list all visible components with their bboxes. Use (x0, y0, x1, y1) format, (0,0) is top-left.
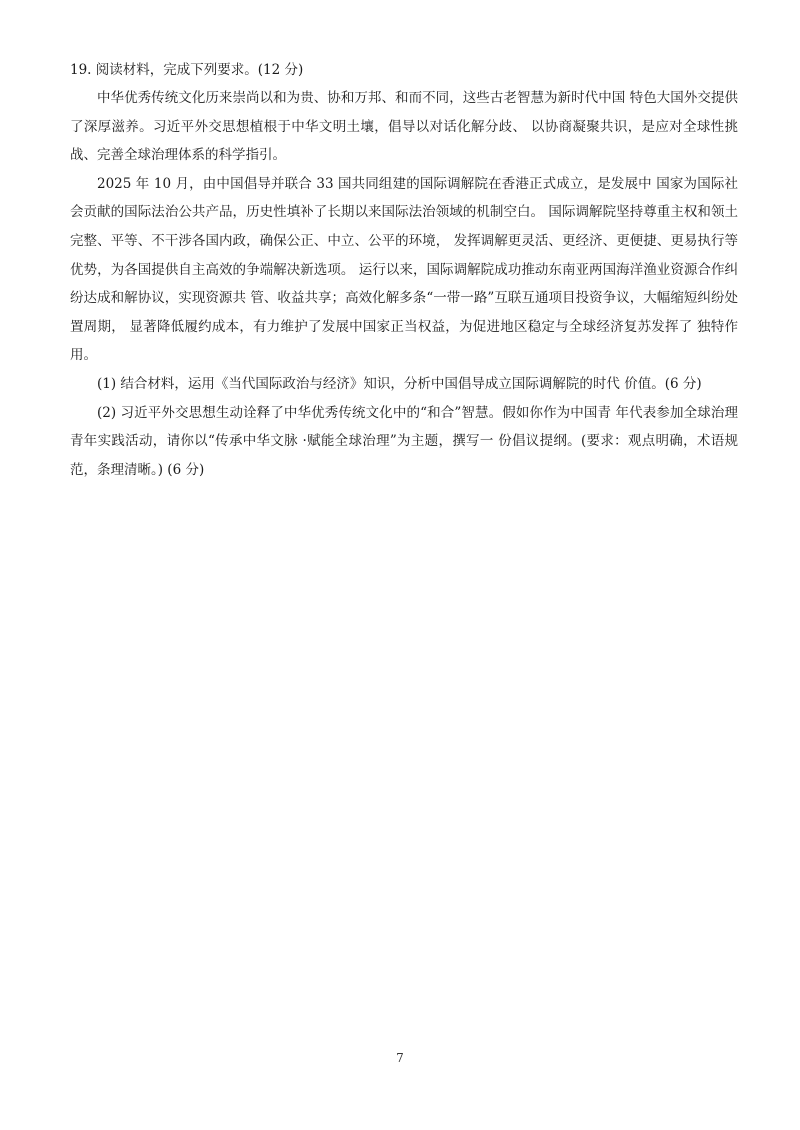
page-number: 7 (396, 1051, 404, 1065)
question-title: 19. 阅读材料，完成下列要求。(12 分) (70, 62, 304, 78)
page-content (70, 56, 738, 484)
material-paragraph-1: 中华优秀传统文化历来崇尚以和为贵、协和万邦、和而不同，这些古老智慧为新时代中国 特色大国外交提供了深厚滋养。习近平外交思想植根于中华文明土壤，倡导以对话化解分歧、 以协商凝聚共识，是应对全球性挑战、完善全球治理体系的科学指引。 (70, 90, 738, 164)
material-paragraph-2: 2025 年 10 月，由中国倡导并联合 33 国共同组建的国际调解院在香港正式成立，是发展中 国家为国际社会贡献的国际法治公共产品，历史性填补了长期以来国际法治领域的机制空白。 国际调解院坚持尊重主权和领土完整、平等、不干涉各国内政，确保公正、中立、公平的环境， 发挥调解更灵活、更经济、更便捷、更易执行等优势，为各国提供自主高效的争端解决新选项。 运行以来，国际调解院成功推动东南亚两国海洋渔业资源合作纠纷达成和解协议，实现资源共 管、收益共享；高效化解多条“一带一路”互联互通项目投资争议，大幅缩短纠纷处置周期， 显著降低履约成本，有力维护了发展中国家正当权益，为促进地区稳定与全球经济复苏发挥了 独特作用。 (70, 175, 738, 364)
sub-question-2: (2) 习近平外交思想生动诠释了中华优秀传统文化中的“和合”智慧。假如你作为中国青 年代表参加全球治理青年实践活动，请你以“传承中华文脉 ·赋能全球治理”为主题，撰写一 份倡议提纲。(要求：观点明确，术语规范，条理清晰。) (6 分) (70, 404, 738, 478)
sub-question-1: (1) 结合材料，运用《当代国际政治与经济》知识，分析中国倡导成立国际调解院的时代 价值。(6 分) (97, 375, 702, 392)
